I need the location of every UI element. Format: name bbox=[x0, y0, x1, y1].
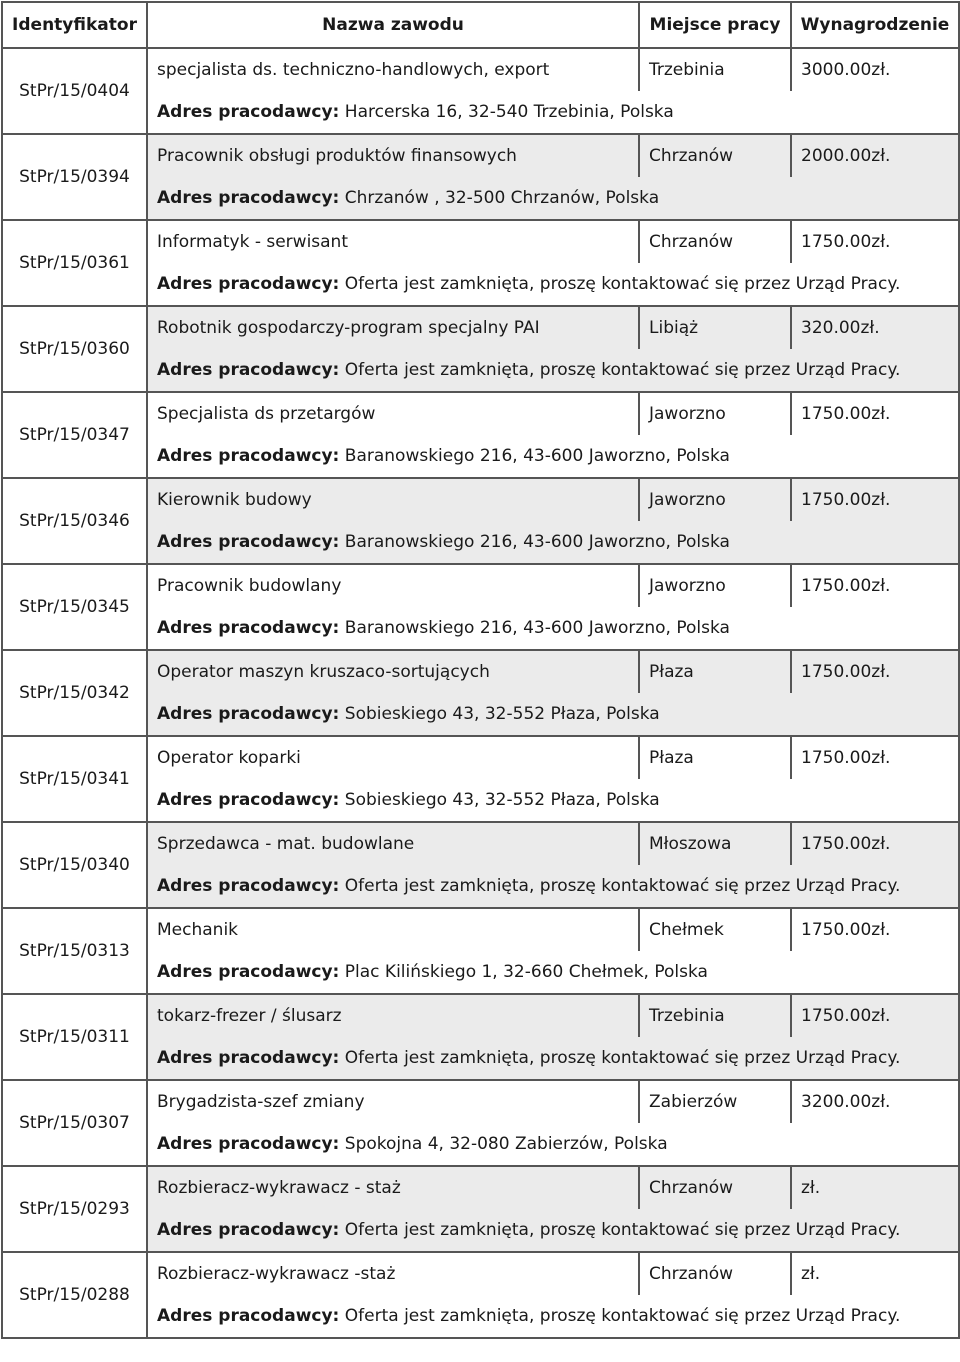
offer-id: StPr/15/0313 bbox=[2, 908, 147, 994]
employer-address: Sobieskiego 43, 32-552 Płaza, Polska bbox=[344, 790, 660, 810]
header-salary: Wynagrodzenie bbox=[791, 2, 959, 48]
table-row bbox=[2, 134, 959, 177]
job-name: Kierownik budowy bbox=[147, 478, 639, 521]
job-salary: 1750.00zł. bbox=[791, 736, 959, 779]
job-salary: 1750.00zł. bbox=[791, 220, 959, 263]
job-salary: 3000.00zł. bbox=[791, 48, 959, 91]
employer-address-label: Adres pracodawcy: bbox=[157, 790, 340, 810]
offer-id: StPr/15/0307 bbox=[2, 1080, 147, 1166]
employer-address-label: Adres pracodawcy: bbox=[157, 876, 340, 896]
employer-address-cell bbox=[147, 349, 959, 392]
job-salary: 1750.00zł. bbox=[791, 392, 959, 435]
offer-id: StPr/15/0293 bbox=[2, 1166, 147, 1252]
table-body bbox=[2, 48, 959, 1338]
table-row bbox=[2, 1252, 959, 1295]
header-place: Miejsce pracy bbox=[639, 2, 791, 48]
table-row bbox=[2, 478, 959, 521]
employer-address: Sobieskiego 43, 32-552 Płaza, Polska bbox=[344, 704, 660, 724]
job-place: Chrzanów bbox=[639, 220, 791, 263]
table-row bbox=[2, 650, 959, 693]
job-offers-table bbox=[1, 1, 960, 1339]
job-salary: 320.00zł. bbox=[791, 306, 959, 349]
table-row bbox=[2, 822, 959, 865]
employer-address-cell bbox=[147, 1037, 959, 1080]
job-name: Pracownik budowlany bbox=[147, 564, 639, 607]
employer-address-label: Adres pracodawcy: bbox=[157, 446, 340, 466]
job-salary: 1750.00zł. bbox=[791, 822, 959, 865]
employer-address: Plac Kilińskiego 1, 32-660 Chełmek, Polska bbox=[344, 962, 708, 982]
job-salary: 2000.00zł. bbox=[791, 134, 959, 177]
offer-id: StPr/15/0345 bbox=[2, 564, 147, 650]
job-place: Chrzanów bbox=[639, 1252, 791, 1295]
job-place: Chełmek bbox=[639, 908, 791, 951]
job-name: specjalista ds. techniczno-handlowych, export bbox=[147, 48, 639, 91]
employer-address: Spokojna 4, 32-080 Zabierzów, Polska bbox=[344, 1134, 668, 1154]
employer-address-label: Adres pracodawcy: bbox=[157, 1048, 340, 1068]
job-name: Pracownik obsługi produktów finansowych bbox=[147, 134, 639, 177]
employer-address-label: Adres pracodawcy: bbox=[157, 532, 340, 552]
header-row bbox=[2, 2, 959, 48]
table-row bbox=[2, 306, 959, 349]
job-place: Zabierzów bbox=[639, 1080, 791, 1123]
table-row bbox=[2, 48, 959, 91]
employer-address-label: Adres pracodawcy: bbox=[157, 618, 340, 638]
employer-address-cell bbox=[147, 1295, 959, 1338]
table-row bbox=[2, 392, 959, 435]
header-name: Nazwa zawodu bbox=[147, 2, 639, 48]
offer-id: StPr/15/0288 bbox=[2, 1252, 147, 1338]
job-name: Rozbieracz-wykrawacz -staż bbox=[147, 1252, 639, 1295]
job-place: Płaza bbox=[639, 650, 791, 693]
job-place: Trzebinia bbox=[639, 48, 791, 91]
employer-address-label: Adres pracodawcy: bbox=[157, 274, 340, 294]
job-place: Młoszowa bbox=[639, 822, 791, 865]
offer-id: StPr/15/0404 bbox=[2, 48, 147, 134]
job-name: Sprzedawca - mat. budowlane bbox=[147, 822, 639, 865]
employer-address-cell bbox=[147, 521, 959, 564]
employer-address-cell bbox=[147, 693, 959, 736]
employer-address: Oferta jest zamknięta, proszę kontaktować się przez Urząd Pracy. bbox=[344, 1048, 901, 1068]
table-row bbox=[2, 1166, 959, 1209]
employer-address-cell bbox=[147, 435, 959, 478]
job-place: Chrzanów bbox=[639, 134, 791, 177]
job-salary: 1750.00zł. bbox=[791, 564, 959, 607]
employer-address-label: Adres pracodawcy: bbox=[157, 1134, 340, 1154]
employer-address-label: Adres pracodawcy: bbox=[157, 962, 340, 982]
offer-id: StPr/15/0361 bbox=[2, 220, 147, 306]
employer-address: Chrzanów , 32-500 Chrzanów, Polska bbox=[344, 188, 660, 208]
table-row bbox=[2, 564, 959, 607]
offer-id: StPr/15/0341 bbox=[2, 736, 147, 822]
job-name: Rozbieracz-wykrawacz - staż bbox=[147, 1166, 639, 1209]
offer-id: StPr/15/0342 bbox=[2, 650, 147, 736]
job-name: Brygadzista-szef zmiany bbox=[147, 1080, 639, 1123]
job-salary: 1750.00zł. bbox=[791, 478, 959, 521]
job-name: Informatyk - serwisant bbox=[147, 220, 639, 263]
employer-address-label: Adres pracodawcy: bbox=[157, 1306, 340, 1326]
job-place: Trzebinia bbox=[639, 994, 791, 1037]
job-place: Jaworzno bbox=[639, 478, 791, 521]
employer-address-label: Adres pracodawcy: bbox=[157, 704, 340, 724]
employer-address: Baranowskiego 216, 43-600 Jaworzno, Polska bbox=[344, 446, 730, 466]
job-name: Mechanik bbox=[147, 908, 639, 951]
job-salary: 1750.00zł. bbox=[791, 908, 959, 951]
employer-address-cell bbox=[147, 263, 959, 306]
job-salary: zł. bbox=[791, 1166, 959, 1209]
job-salary: 3200.00zł. bbox=[791, 1080, 959, 1123]
offer-id: StPr/15/0360 bbox=[2, 306, 147, 392]
employer-address: Oferta jest zamknięta, proszę kontaktować się przez Urząd Pracy. bbox=[344, 1220, 901, 1240]
job-name: tokarz-frezer / ślusarz bbox=[147, 994, 639, 1037]
offer-id: StPr/15/0394 bbox=[2, 134, 147, 220]
employer-address: Oferta jest zamknięta, proszę kontaktować się przez Urząd Pracy. bbox=[344, 360, 901, 380]
employer-address-label: Adres pracodawcy: bbox=[157, 360, 340, 380]
job-name: Specjalista ds przetargów bbox=[147, 392, 639, 435]
job-salary: 1750.00zł. bbox=[791, 994, 959, 1037]
job-place: Jaworzno bbox=[639, 564, 791, 607]
employer-address: Baranowskiego 216, 43-600 Jaworzno, Polska bbox=[344, 618, 730, 638]
table-row bbox=[2, 994, 959, 1037]
employer-address: Oferta jest zamknięta, proszę kontaktować się przez Urząd Pracy. bbox=[344, 274, 901, 294]
job-place: Płaza bbox=[639, 736, 791, 779]
offer-id: StPr/15/0346 bbox=[2, 478, 147, 564]
job-place: Jaworzno bbox=[639, 392, 791, 435]
job-salary: zł. bbox=[791, 1252, 959, 1295]
offer-id: StPr/15/0311 bbox=[2, 994, 147, 1080]
employer-address: Harcerska 16, 32-540 Trzebinia, Polska bbox=[344, 102, 674, 122]
employer-address: Oferta jest zamknięta, proszę kontaktować się przez Urząd Pracy. bbox=[344, 1306, 901, 1326]
employer-address-cell bbox=[147, 607, 959, 650]
employer-address-label: Adres pracodawcy: bbox=[157, 1220, 340, 1240]
table-row bbox=[2, 1080, 959, 1123]
job-salary: 1750.00zł. bbox=[791, 650, 959, 693]
header-id: Identyfikator bbox=[2, 2, 147, 48]
job-place: Libiąż bbox=[639, 306, 791, 349]
employer-address-cell bbox=[147, 1123, 959, 1166]
job-place: Chrzanów bbox=[639, 1166, 791, 1209]
job-name: Operator maszyn kruszaco-sortujących bbox=[147, 650, 639, 693]
job-name: Operator koparki bbox=[147, 736, 639, 779]
table-row bbox=[2, 220, 959, 263]
employer-address-cell bbox=[147, 951, 959, 994]
job-name: Robotnik gospodarczy-program specjalny PAI bbox=[147, 306, 639, 349]
employer-address-cell bbox=[147, 779, 959, 822]
employer-address-label: Adres pracodawcy: bbox=[157, 188, 340, 208]
employer-address-cell bbox=[147, 177, 959, 220]
employer-address-cell bbox=[147, 91, 959, 134]
offer-id: StPr/15/0340 bbox=[2, 822, 147, 908]
employer-address-cell bbox=[147, 865, 959, 908]
table-row bbox=[2, 908, 959, 951]
employer-address-cell bbox=[147, 1209, 959, 1252]
employer-address: Baranowskiego 216, 43-600 Jaworzno, Polska bbox=[344, 532, 730, 552]
employer-address-label: Adres pracodawcy: bbox=[157, 102, 340, 122]
employer-address: Oferta jest zamknięta, proszę kontaktować się przez Urząd Pracy. bbox=[344, 876, 901, 896]
offer-id: StPr/15/0347 bbox=[2, 392, 147, 478]
table-row bbox=[2, 736, 959, 779]
